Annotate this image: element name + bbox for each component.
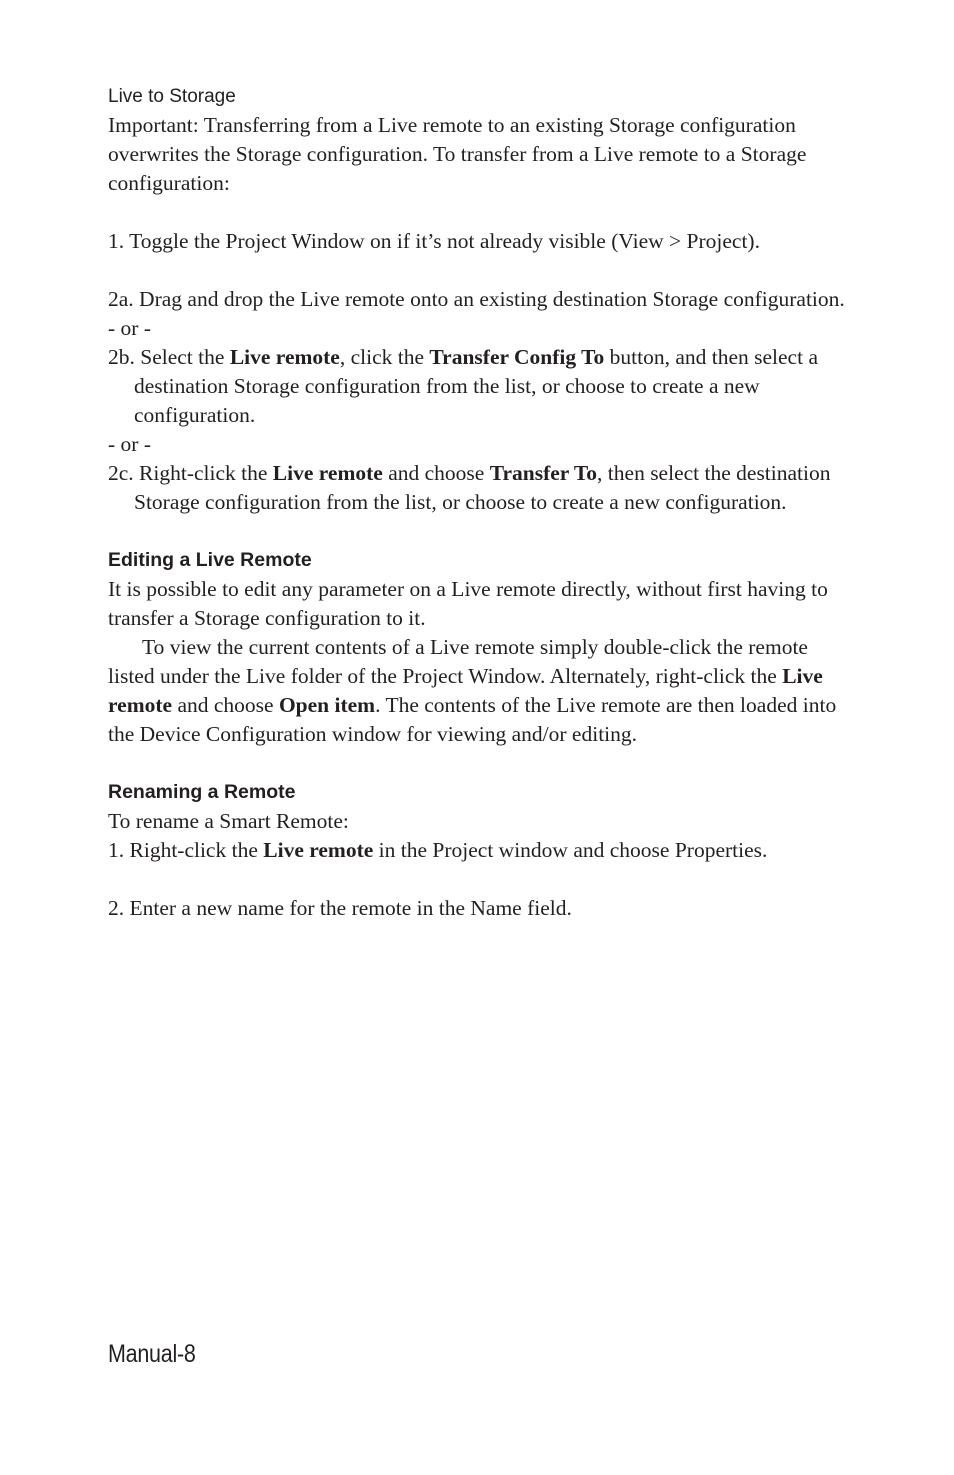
important-note: Important: Transferring from a Live remote to an existing Storage configuration overwrites the Storage configuration. To transfer from a Live remote to a Storage configuration: bbox=[108, 113, 807, 195]
step-2a-drag-drop: 2a. Drag and drop the Live remote onto an existing destination Storage configuration. bbox=[108, 287, 845, 311]
bold-term: Open item bbox=[278, 693, 376, 717]
section-title-live-to-storage: Live to Storage bbox=[108, 86, 236, 107]
text-span: and choose bbox=[172, 693, 279, 717]
step-2b-transfer-config bbox=[108, 343, 854, 430]
editing-paragraph-2 bbox=[108, 633, 854, 749]
heading-renaming-remote: Renaming a Remote bbox=[108, 781, 296, 803]
text-span: button, and then select a destination Storage configuration from the list, or choose to create a new configuration. bbox=[134, 345, 818, 427]
step-2c-right-click-transfer bbox=[108, 459, 854, 517]
text-span: 2b. Select the bbox=[108, 345, 230, 369]
page-number: Manual-8 bbox=[108, 1340, 196, 1368]
text-span: in the Project window and choose Properties. bbox=[373, 838, 768, 862]
or-separator: - or - bbox=[108, 316, 151, 340]
text-span: 1. Right-click the bbox=[108, 838, 264, 862]
rename-step-1 bbox=[108, 836, 854, 865]
bold-term: Live remote bbox=[272, 461, 383, 485]
text-span: and choose bbox=[382, 461, 490, 485]
bold-term: Live remote bbox=[263, 838, 374, 862]
text-span: . The contents of the Live remote are then loaded into the Device Configuration window for viewing and/or editing. bbox=[108, 693, 837, 746]
or-separator: - or - bbox=[108, 432, 151, 456]
bold-term: Live remote bbox=[108, 664, 823, 717]
text-span: , then select the destination Storage configuration from the list, or choose to create a new configuration. bbox=[134, 461, 831, 514]
rename-step-2: 2. Enter a new name for the remote in the Name field. bbox=[108, 896, 572, 920]
heading-editing-live-remote: Editing a Live Remote bbox=[108, 549, 312, 571]
text-span: 2c. Right-click the bbox=[108, 461, 273, 485]
text-span: , click the bbox=[339, 345, 430, 369]
text-span: To view the current contents of a Live remote simply double-click the remote listed under the Live folder of the Project Window. Alternately, right-click the bbox=[108, 635, 808, 688]
bold-term: Transfer To bbox=[489, 461, 598, 485]
bold-term: Transfer Config To bbox=[429, 345, 605, 369]
bold-term: Live remote bbox=[229, 345, 340, 369]
manual-page bbox=[108, 82, 854, 923]
renaming-intro: To rename a Smart Remote: bbox=[108, 809, 349, 833]
editing-paragraph-1: It is possible to edit any parameter on a Live remote directly, without first having to transfer a Storage configuration to it. bbox=[108, 577, 828, 630]
step-1-toggle-project-window: 1. Toggle the Project Window on if it’s not already visible (View > Project). bbox=[108, 229, 760, 253]
